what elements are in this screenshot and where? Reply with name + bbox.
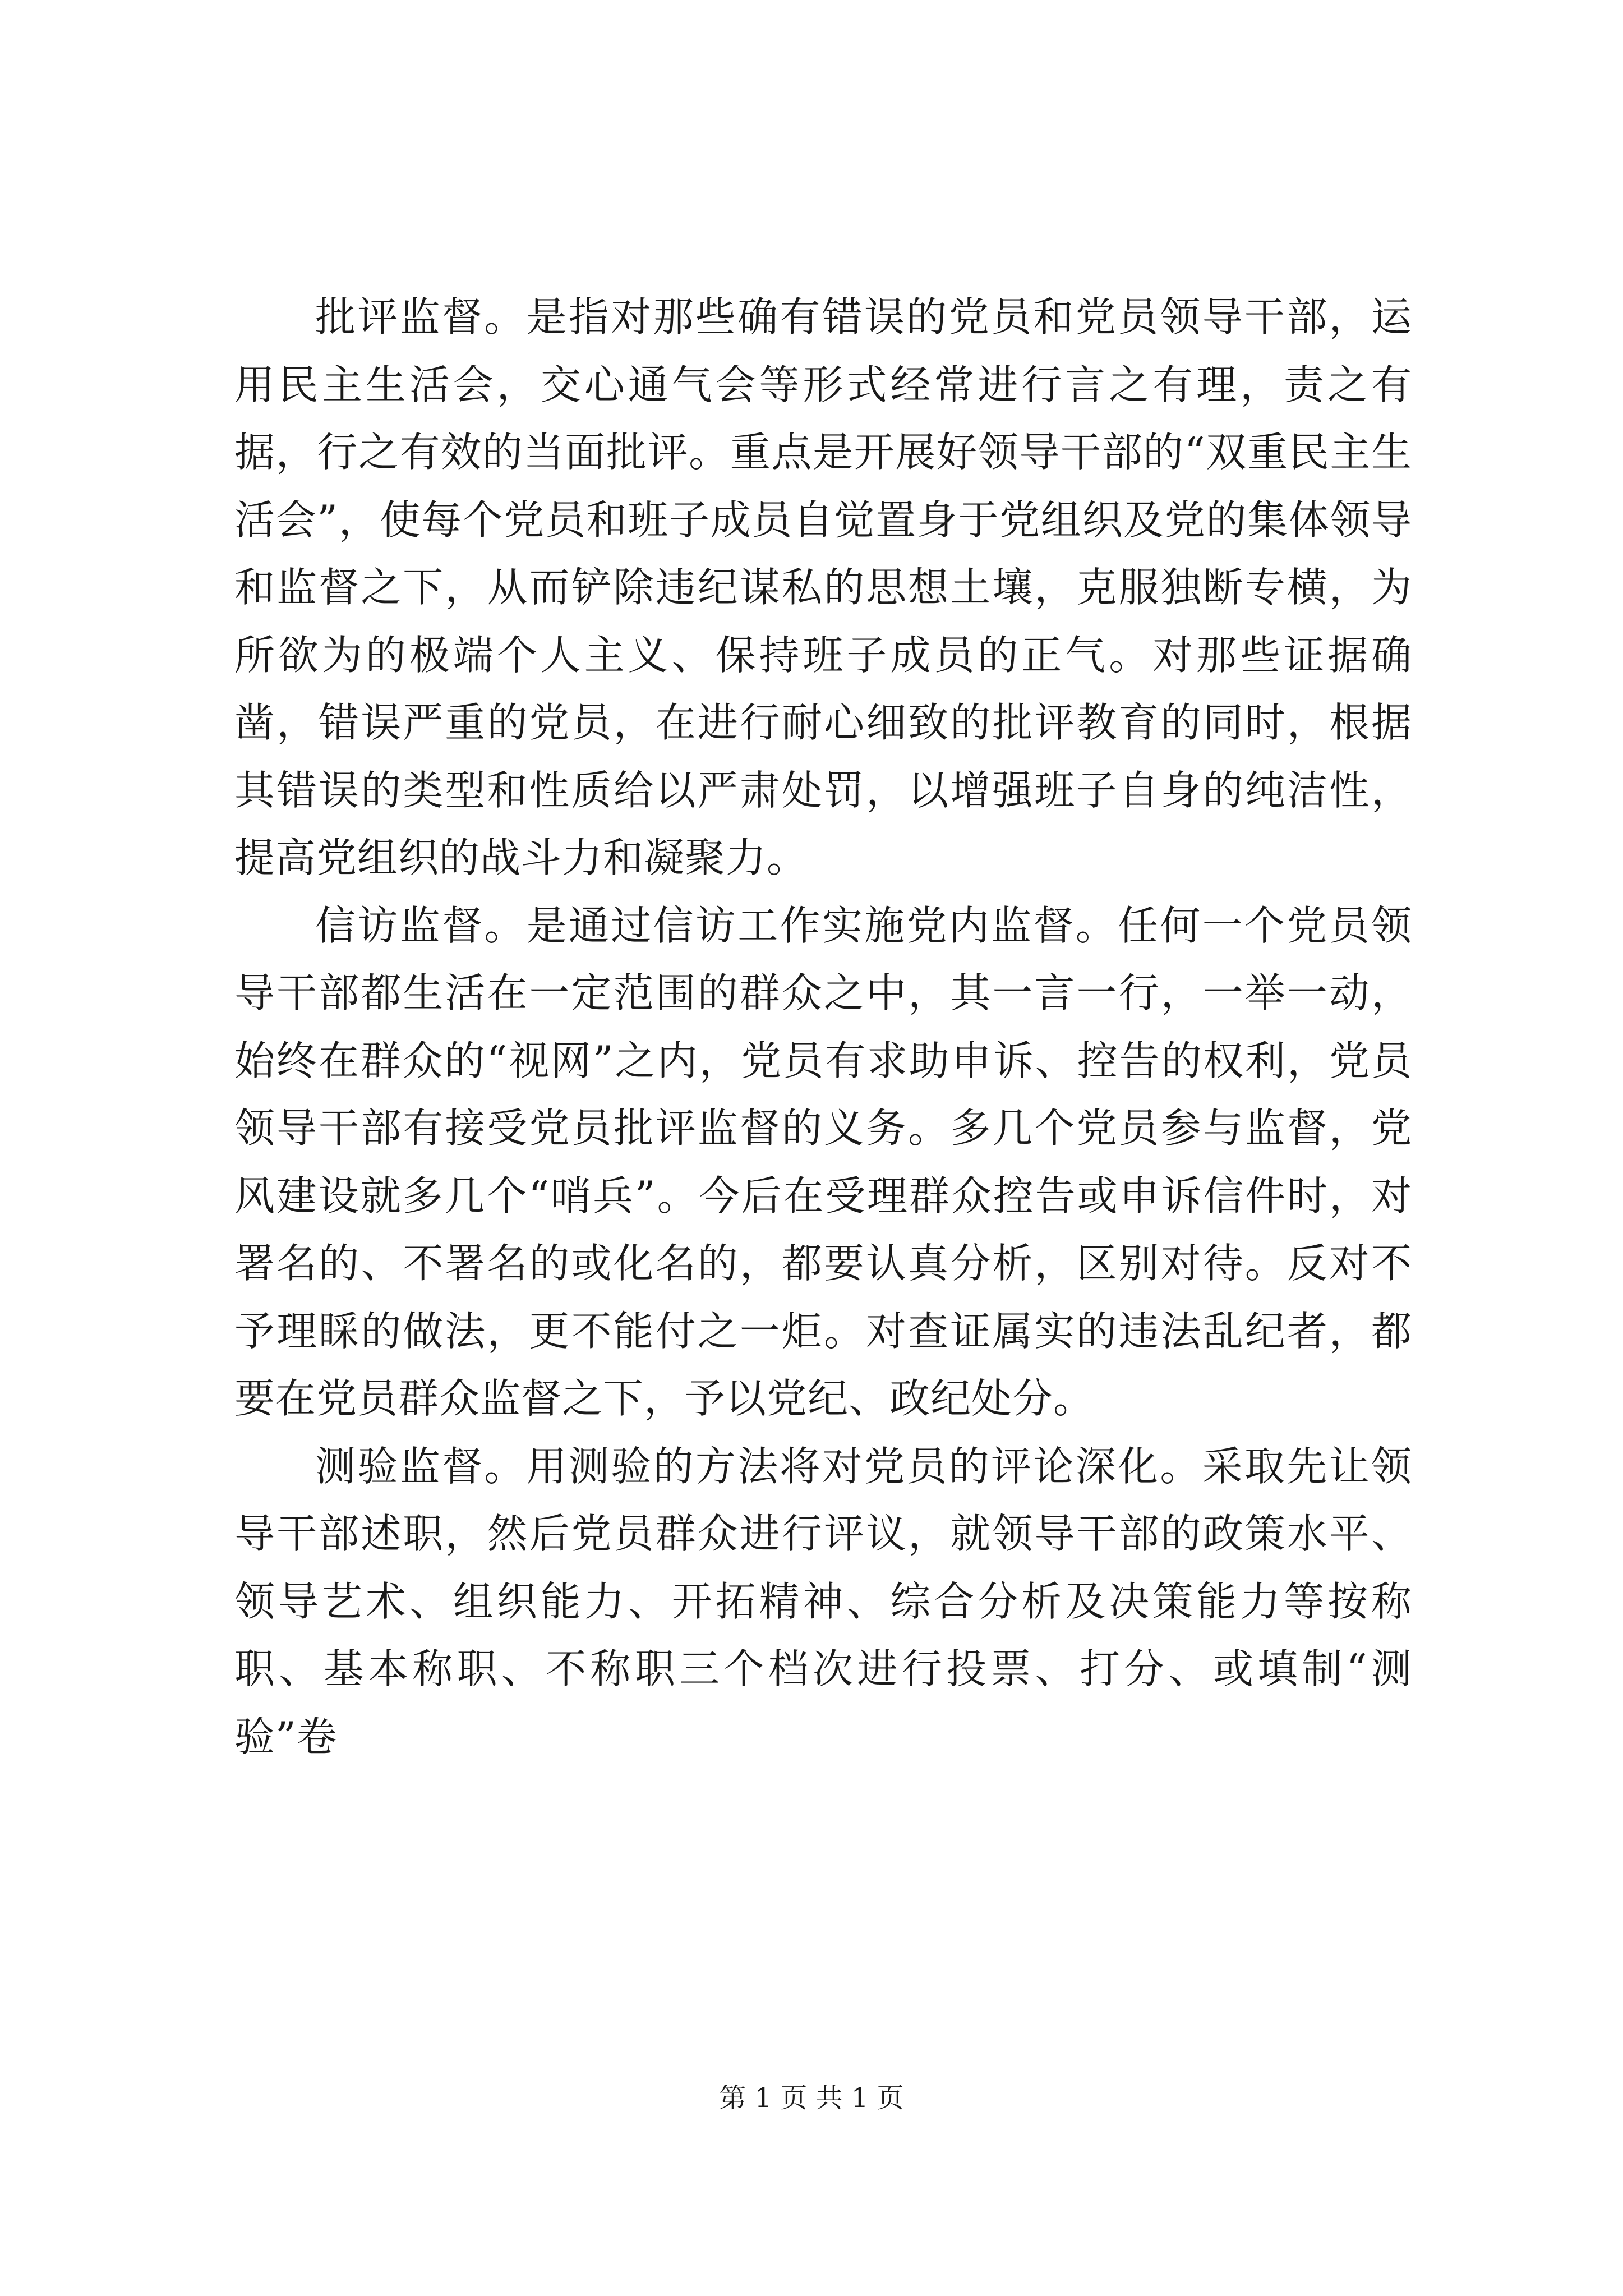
paragraph-criticism-supervision: 批评监督。是指对那些确有错误的党员和党员领导干部，运用民主生活会，交心通气会等形式经常进行言之有理，责之有据，行之有效的当面批评。重点是开展好领导干部的“双重民主生活会”，使每个党员和班子成员自觉置身于党组织及党的集体领导和监督之下，从而铲除违纪谋私的思想土壤，克服独断专横，为所欲为的极端个人主义、保持班子成员的正气。对那些证据确凿，错误严重的党员，在进行耐心细致的批评教育的同时，根据其错误的类型和性质给以严肃处罚，以增强班子自身的纯洁性，提高党组织的战斗力和凝聚力。 <box>234 293 1412 881</box>
document-body <box>234 283 1412 1770</box>
page-footer: 第 1 页 共 1 页 <box>719 2082 904 2114</box>
paragraph-petition-supervision: 信访监督。是通过信访工作实施党内监督。任何一个党员领导干部都生活在一定范围的群众之中，其一言一行，一举一动，始终在群众的“视网”之内，党员有求助申诉、控告的权利，党员领导干部有接受党员批评监督的义务。多几个党员参与监督，党风建设就多几个“哨兵”。今后在受理群众控告或申诉信件时，对署名的、不署名的或化名的，都要认真分析，区别对待。反对不予理睬的做法，更不能付之一炬。对查证属实的违法乱纪者，都要在党员群众监督之下，予以党纪、政纪处分。 <box>234 901 1412 1422</box>
paragraph-evaluation-supervision: 测验监督。用测验的方法将对党员的评论深化。采取先让领导干部述职，然后党员群众进行评议，就领导干部的政策水平、领导艺术、组织能力、开拓精神、综合分析及决策能力等按称职、基本称职、不称职三个档次进行投票、打分、或填制“测验”卷 <box>234 1442 1412 1760</box>
